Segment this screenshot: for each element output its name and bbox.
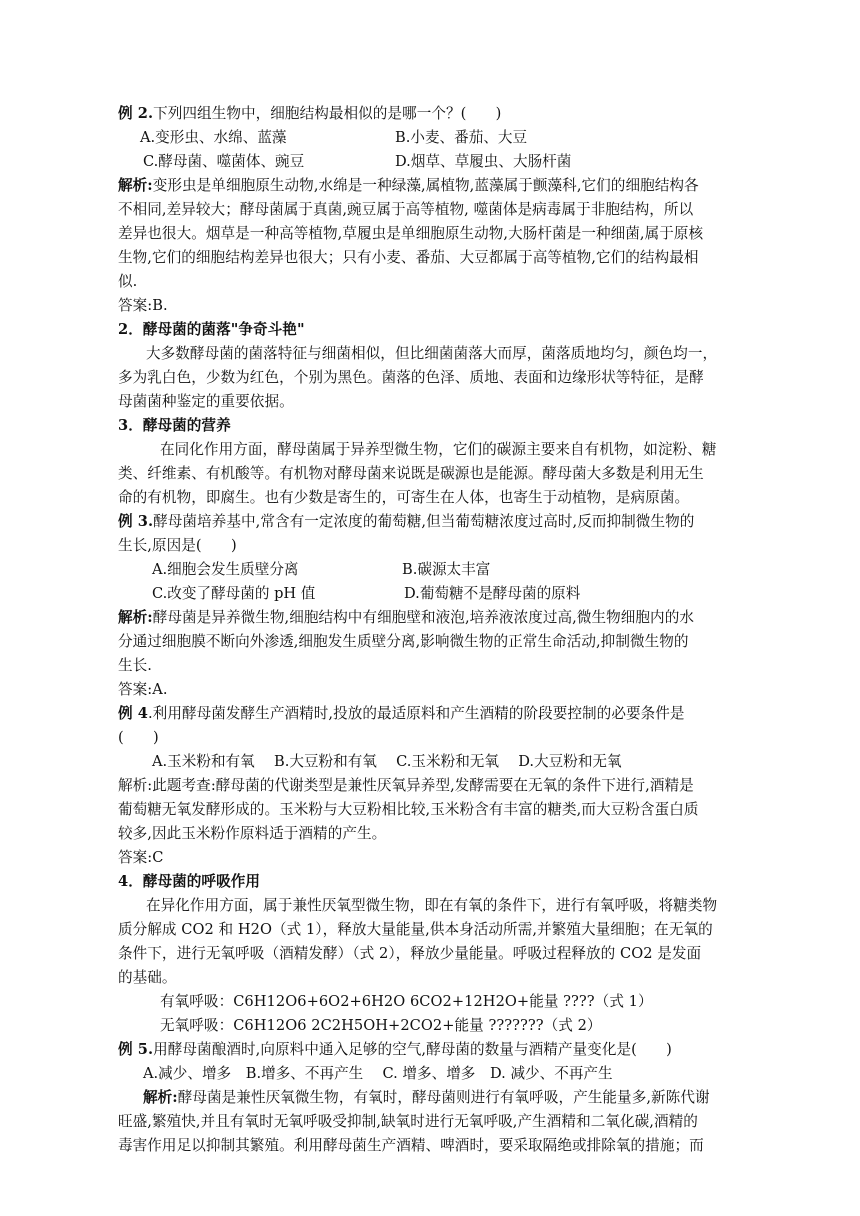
analysis-line (118, 174, 732, 198)
paragraph-line: 命的有机物，即腐生。也有少数是寄生的，可寄生在人体，也寄生于动植物，是病原菌。 (118, 489, 690, 506)
paragraph-line: 多为乳白色，少数为红色，个别为黑色。菌落的色泽、质地、表面和边缘形状等特征，是酵 (118, 369, 704, 386)
option-d: D.葡萄糖不是酵母菌的原料 (404, 585, 581, 602)
option-c: C.改变了酵母菌的 pH 值 (152, 585, 316, 602)
analysis-line: 不相同,差异较大；酵母菌属于真菌,豌豆属于高等植物, 噬菌体是病毒属于非胞结构，所以 (118, 201, 694, 218)
paragraph-line: 质分解成 CO2 和 H2O（式 1），释放大量能量,供本身活动所需,并繁殖大量细胞；在无氧的 (118, 921, 713, 938)
paragraph-line: 在异化作用方面，属于兼性厌氧型微生物，即在有氧的条件下，进行有氧呼吸，将糖类物 (146, 897, 718, 914)
equation-anaerobic: 无氧呼吸：C6H12O6 2C2H5OH+2CO2+能量 ???????（式 2） (160, 1017, 602, 1034)
analysis-line: 似. (118, 273, 138, 290)
paragraph-line: 大多数酵母菌的菌落特征与细菌相似，但比细菌菌落大而厚，菌落质地均匀，颜色均一， (146, 345, 718, 362)
example-label: 例 5. (118, 1041, 154, 1058)
question-line: 生长,原因是( ) (118, 537, 237, 554)
option-a: A.细胞会发生质壁分离 (152, 561, 299, 578)
example-4-question (118, 702, 732, 726)
analysis-line: 生物,它们的细胞结构差异也很大；只有小麦、番茄、大豆都属于高等植物,它们的结构最相 (118, 249, 699, 266)
section-heading: 2．酵母菌的菌落"争奇斗艳" (118, 321, 305, 338)
option-b: B.碳源太丰富 (402, 561, 491, 578)
answer-line: 答案:C (118, 849, 164, 866)
option-d: D.烟草、草履虫、大肠杆菌 (395, 153, 572, 170)
paragraph-line: 类、纤维素、有机酸等。有机物对酵母菌来说既是碳源也是能源。酵母菌大多数是利用无生 (118, 465, 704, 482)
option-b: B.小麦、番茄、大豆 (395, 129, 528, 146)
question-text: 下列四组生物中，细胞结构最相似的是哪一个？( ) (153, 105, 502, 122)
option-c: C.酵母菌、噬菌体、豌豆 (143, 153, 305, 170)
paragraph-line: 母菌菌种鉴定的重要依据。 (118, 393, 294, 410)
analysis-line: 毒害作用足以抑制其繁殖。利用酵母菌生产酒精、啤酒时，要采取隔绝或排除氧的措施；而 (118, 1137, 704, 1154)
example-label: 例 4 (118, 705, 148, 722)
question-text: .利用酵母菌发酵生产酒精时,投放的最适原料和产生酒精的阶段要控制的必要条件是 (147, 705, 685, 722)
analysis-text: 酵母菌是异养微生物,细胞结构中有细胞壁和液泡,培养液浓度过高,微生物细胞内的水 (152, 609, 694, 626)
question-line: ( ) (118, 729, 159, 746)
question-text: 用酵母菌酿酒时,向原料中通入足够的空气,酵母菌的数量与酒精产量变化是( ) (153, 1041, 672, 1058)
analysis-line: 生长. (118, 657, 152, 674)
options-line: A.玉米粉和有氧 B.大豆粉和有氧 C.玉米粉和无氧 D.大豆粉和无氧 (152, 753, 622, 770)
paragraph-line: 的基础。 (118, 969, 177, 986)
example-label: 例 3. (118, 513, 154, 530)
example-3-question (118, 510, 732, 534)
analysis-line: 葡萄糖无氧发酵形成的。玉米粉与大豆粉相比较,玉米粉含有丰富的糖类,而大豆粉含蛋白质 (118, 801, 699, 818)
analysis-line: 较多,因此玉米粉作原料适于酒精的产生。 (118, 825, 387, 842)
analysis-line: 差异也很大。烟草是一种高等植物,草履虫是单细胞原生动物,大肠杆菌是一种细菌,属于原核 (118, 225, 704, 242)
analysis-label: 解析: (118, 177, 153, 194)
analysis-text: 酵母菌是兼性厌氧微生物，有氧时，酵母菌则进行有氧呼吸，产生能量多,新陈代谢 (177, 1089, 710, 1106)
analysis-label: 解析: (118, 609, 153, 626)
example-5-question (118, 1038, 732, 1062)
question-text: 酵母菌培养基中,常含有一定浓度的葡萄糖,但当葡萄糖浓度过高时,反而抑制微生物的 (153, 513, 695, 530)
section-heading: 3．酵母菌的营养 (118, 417, 231, 434)
analysis-text: 变形虫是单细胞原生动物,水绵是一种绿藻,属植物,蓝藻属于颤藻科,它们的细胞结构各 (152, 177, 699, 194)
paragraph-line: 在同化作用方面，酵母菌属于异养型微生物，它们的碳源主要来自有机物，如淀粉、糖 (160, 441, 717, 458)
paragraph-line: 条件下，进行无氧呼吸（酒精发酵）（式 2），释放少量能量。呼吸过程释放的 CO2 是发面 (118, 945, 702, 962)
analysis-label: 解析: (143, 1089, 178, 1106)
analysis-line: 旺盛,繁殖快,并且有氧时无氧呼吸受抑制,缺氧时进行无氧呼吸,产生酒精和二氧化碳,酒精的 (118, 1113, 698, 1130)
option-a: A.变形虫、水绵、蓝藻 (140, 129, 287, 146)
analysis-line (143, 1086, 732, 1110)
equation-aerobic: 有氧呼吸：C6H12O6+6O2+6H2O 6CO2+12H2O+能量 ????（式 1） (160, 993, 653, 1010)
analysis-line: 解析:此题考查:酵母菌的代谢类型是兼性厌氧异养型,发酵需要在无氧的条件下进行,酒精是 (118, 777, 694, 794)
answer-line: 答案:A. (118, 681, 168, 698)
example-label: 例 2. (118, 105, 154, 122)
example-2-question (118, 102, 732, 126)
analysis-line (118, 606, 732, 630)
answer-line: 答案:B. (118, 297, 168, 314)
options-line: A.减少、增多 B.增多、不再产生 C. 增多、增多 D. 减少、不再产生 (143, 1065, 613, 1082)
analysis-line: 分通过细胞膜不断向外渗透,细胞发生质壁分离,影响微生物的正常生命活动,抑制微生物的 (118, 633, 689, 650)
section-heading: 4．酵母菌的呼吸作用 (118, 873, 260, 890)
